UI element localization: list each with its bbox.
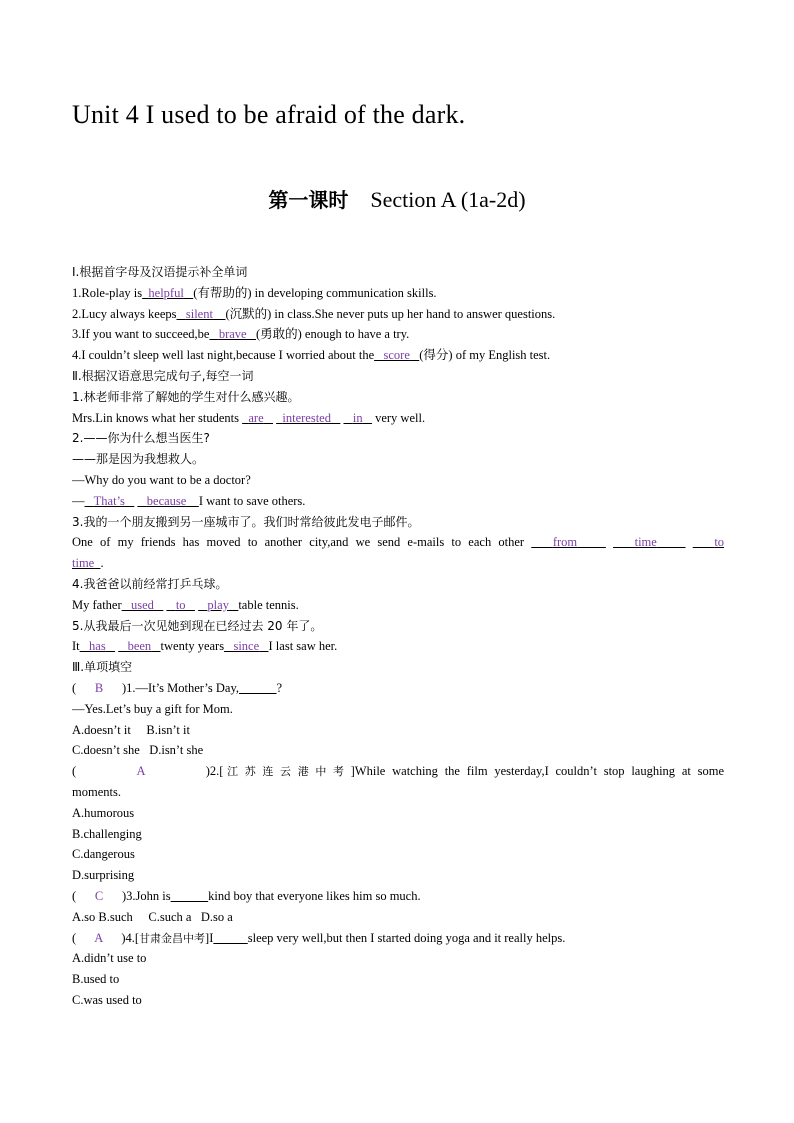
part3-q3: ( C )3.John is kind boy that everyone likes him so much. [72, 888, 421, 903]
q-text: (有帮助的) in developing communication skills. [193, 285, 437, 300]
part3-q3-opts: A.so B.such C.such a D.so a [72, 909, 233, 924]
q-text: (勇敢的) enough to have a try. [255, 327, 410, 342]
part3-q4: ( A )4.[甘肃金昌中考]I sleep very well,but then I started doing yoga and it really helps. [72, 930, 566, 945]
answer-blank [213, 931, 247, 945]
part3-q2-line2: moments. [72, 784, 121, 799]
answer-blank: been [127, 639, 152, 654]
part3-q4-opt-c: C.was used to [72, 992, 142, 1007]
source-tag: 江苏连云港中考 [223, 765, 351, 779]
unit-title: Unit 4 I used to be afraid of the dark. [72, 100, 466, 129]
answer-blank: because [146, 493, 187, 508]
answer-blank: in [352, 410, 363, 425]
answer-blank: has [89, 639, 106, 654]
part3-q2-opt-b: B.challenging [72, 826, 142, 841]
section-title-en: Section A (1a-2d) [370, 187, 526, 212]
answer-blank: from [552, 535, 578, 550]
q-text: (沉默的) in class.She never puts up her hand to answer questions. [225, 306, 556, 321]
part3-q1-line2: —Yes.Let’s buy a gift for Mom. [72, 701, 233, 716]
part3-q2-opt-c: C.dangerous [72, 847, 135, 862]
section-title-cn: 第一课时 [268, 188, 349, 212]
answer-blank [239, 681, 277, 695]
part2-heading: Ⅱ.根据汉语意思完成句子,每空一词 [72, 368, 254, 383]
answer-blank: time [72, 556, 95, 571]
part3-q1: ( B )1.—It’s Mother’s Day, ? [72, 680, 283, 695]
answer-blank: to [714, 535, 724, 550]
answer-blank: to [175, 597, 186, 612]
answer-blank: time [634, 535, 657, 550]
part3-q2-opt-d: D.surprising [72, 868, 135, 883]
answer-blank: helpful [148, 285, 184, 300]
answer-letter: A [94, 930, 103, 945]
part2-q1-en: Mrs.Lin knows what her students are interested in very well. [72, 410, 426, 425]
part1-q3 [72, 324, 724, 345]
answer-blank: interested [282, 410, 331, 425]
part2-q4-en: My father used to play table tennis. [72, 597, 299, 612]
part1-q1 [72, 283, 724, 304]
part1-heading: Ⅰ.根据首字母及汉语提示补全单词 [72, 265, 248, 279]
answer-blank: used [131, 597, 154, 612]
part2-q3-en-cont: time . [72, 556, 104, 571]
part2-q5-cn: 5.从我最后一次见她到现在已经过去 20 年了。 [72, 618, 323, 633]
answer-blank: brave [218, 327, 247, 342]
part3-q4-opt-b: B.used to [72, 972, 120, 987]
answer-letter: B [94, 680, 104, 695]
answer-blank: That’s [93, 493, 125, 508]
part2-q5-en: It has been twenty years since I last saw her. [72, 639, 338, 654]
answer-blank: score [383, 348, 410, 363]
part2-q2-cn1: 2.——你为什么想当医生? [72, 431, 210, 446]
part3-q1-opt1: A.doesn’t it B.isn’t it [72, 722, 190, 737]
part2-q2-cn2: ——那是因为我想救人。 [72, 452, 205, 467]
part2-q3-en: One of my friends has moved to another city,and we send e-mails to each other from time to [72, 535, 724, 550]
q-text: 4.I couldn’t sleep well last night,because I worried about the [72, 348, 375, 363]
q-text: 1.Role-play is [72, 285, 143, 300]
answer-blank [171, 889, 209, 903]
part3-q2-opt-a: A.humorous [72, 805, 135, 820]
answer-blank: play [207, 597, 229, 612]
part3-heading: Ⅲ.单项填空 [72, 660, 133, 675]
part2-q2-en2: — That’s because I want to save others. [72, 493, 306, 508]
q-text: 3.If you want to succeed,be [72, 327, 210, 342]
answer-letter: C [94, 888, 104, 903]
exercise-content [72, 262, 724, 1011]
part3-q4-opt-a: A.didn’t use to [72, 951, 147, 966]
part1-q4 [72, 345, 724, 366]
section-title [0, 184, 794, 213]
part2-q3-cn: 3.我的一个朋友搬到另一座城市了。我们时常给彼此发电子邮件。 [72, 514, 420, 529]
q-text: 2.Lucy always keeps [72, 306, 177, 321]
part3-q1-opt2: C.doesn’t she D.isn’t she [72, 743, 204, 758]
part3-q2: ( A )2.[江苏连云港中考]While watching the film yesterday,I couldn’t stop laughing at some [72, 764, 724, 779]
answer-blank: silent [185, 306, 213, 321]
part2-q4-cn: 4.我爸爸以前经常打乒乓球。 [72, 576, 228, 591]
part2-q1-cn: 1.林老师非常了解她的学生对什么感兴趣。 [72, 389, 300, 404]
source-tag: 甘肃金昌中考 [139, 931, 206, 945]
answer-blank: are [248, 410, 264, 425]
part2-q2-en1: —Why do you want to be a doctor? [72, 472, 251, 487]
answer-blank: since [233, 639, 260, 654]
answer-letter: A [136, 764, 145, 779]
q-text: (得分) of my English test. [419, 348, 551, 363]
part1-q2 [72, 304, 724, 325]
